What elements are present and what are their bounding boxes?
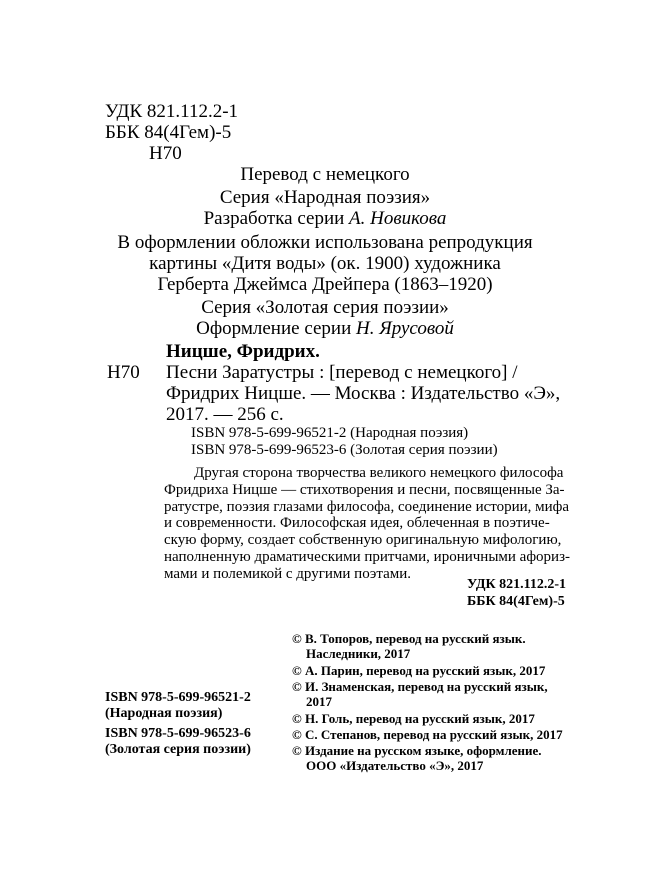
copyright-line: © В. Топоров, перевод на русский язык. — [292, 631, 526, 646]
description-paragraph — [164, 465, 582, 583]
bbk-top: ББК 84(4Гем)-5 — [105, 122, 232, 143]
isbn-bottom-2: ISBN 978-5-699-96523-6 — [105, 726, 251, 741]
isbn-bottom-series-2: (Золотая серия поэзии) — [105, 742, 251, 757]
biblio-line-3: 2017. — 256 с. — [166, 404, 284, 425]
udk-top: УДК 821.112.2-1 — [105, 101, 239, 122]
isbn-bottom-1: ISBN 978-5-699-96521-2 — [105, 690, 251, 705]
series-people-design-author: А. Новикова — [349, 208, 447, 229]
copyright-line: Наследники, 2017 — [306, 646, 411, 661]
description-line: Другая сторона творчества великого немецкого философа — [194, 465, 564, 481]
cover-note-line-2: картины «Дитя воды» (ок. 1900) художника — [149, 253, 501, 274]
author-heading: Ницше, Фридрих. — [166, 341, 320, 362]
copyright-line: ООО «Издательство «Э», 2017 — [306, 758, 484, 773]
copyright-line: © Издание на русском языке, оформление. — [292, 743, 542, 758]
series-people-design — [0, 208, 650, 230]
isbn-bottom-series-1: (Народная поэзия) — [105, 706, 223, 721]
description-line: наполненную драматическими притчами, ироничными афориз- — [164, 548, 571, 565]
copyright-line: © С. Степанов, перевод на русский язык, 2017 — [292, 727, 563, 742]
series-people: Серия «Народная поэзия» — [219, 187, 431, 208]
description-line: мами и полемикой с другими поэтами. — [164, 565, 411, 582]
copyright-line: © А. Парин, перевод на русский язык, 2017 — [292, 663, 546, 678]
description-line: ратустре, поэзия глазами философа, соединение истории, мифа — [164, 498, 570, 515]
series-gold-design-prefix: Оформление серии — [196, 318, 357, 339]
isbn-line-2: ISBN 978-5-699-96523-6 (Золотая серия поэзии) — [191, 442, 498, 458]
series-people-design-prefix: Разработка серии — [203, 208, 350, 229]
cover-note-line-3: Герберта Джеймса Дрейпера (1863–1920) — [157, 274, 493, 295]
series-gold: Серия «Золотая серия поэзии» — [201, 297, 449, 318]
series-gold-design — [0, 318, 650, 340]
copyright-line: © И. Знаменская, перевод на русский язык, — [292, 679, 548, 694]
translation-note: Перевод с немецкого — [240, 164, 410, 185]
biblio-line-2: Фридрих Ницше. — Москва : Издательство «Э», — [166, 383, 561, 404]
description-line: и современности. Философская идея, облеченная в поэтиче- — [164, 515, 550, 532]
description-line: скую форму, создает собственную оригинальную мифологию, — [164, 532, 562, 549]
copyright-line: 2017 — [306, 694, 332, 709]
udk-bottom: УДК 821.112.2-1 — [467, 577, 567, 592]
description-line: Фридриха Ницше — стихотворения и песни, посвященные За- — [164, 481, 565, 498]
author-mark-top: Н70 — [149, 143, 182, 164]
cover-note-line-1: В оформлении обложки использована репродукция — [117, 232, 533, 253]
author-mark: Н70 — [107, 362, 140, 383]
series-gold-design-author: Н. Ярусовой — [356, 318, 454, 339]
biblio-line-1: Песни Заратустры : [перевод с немецкого] / — [166, 362, 518, 383]
copyright-line: © Н. Голь, перевод на русский язык, 2017 — [292, 711, 535, 726]
bbk-bottom: ББК 84(4Гем)-5 — [467, 594, 565, 609]
isbn-line-1: ISBN 978-5-699-96521-2 (Народная поэзия) — [191, 425, 469, 441]
